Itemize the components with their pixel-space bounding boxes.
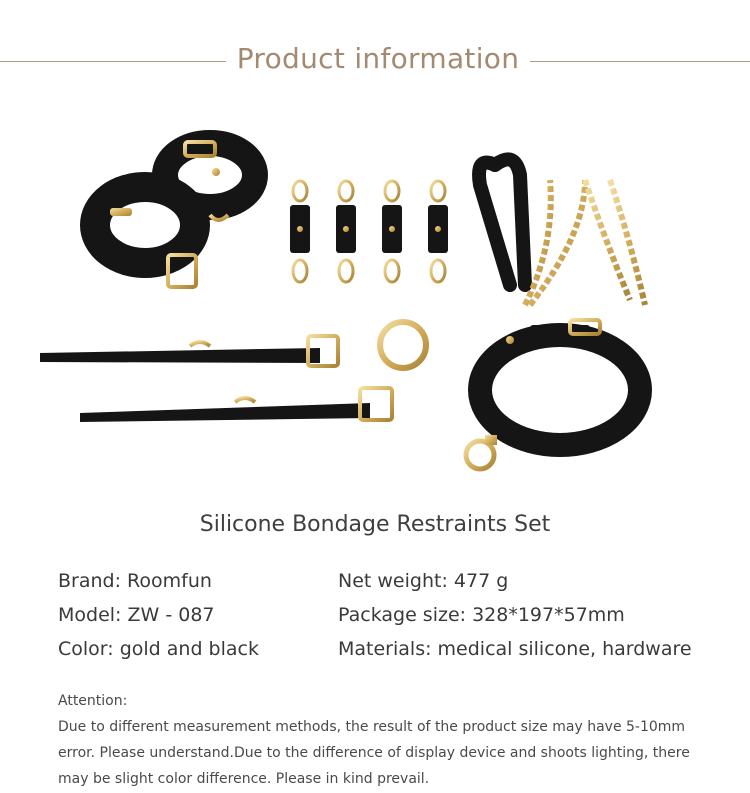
attention-line-3: may be slight color difference. Please in kind prevail. [58,771,430,787]
attention-line-2: error. Please understand.Due to the difference of display device and shoots lighting, there [58,745,690,761]
section-header [0,40,750,84]
spec-materials: Materials: medical silicone, hardware [338,638,692,660]
header-divider-left [0,61,226,62]
product-photo [30,120,720,490]
attention-heading: Attention: [58,693,128,709]
attention-line-1: Due to different measurement methods, the result of the product size may have 5-10mm [58,719,686,735]
leash-with-chains [479,159,645,305]
spec-color: Color: gold and black [58,638,259,660]
collar [466,320,640,469]
product-name: Silicone Bondage Restraints Set [199,512,551,537]
spec-package-size: Package size: 328*197*57mm [338,604,625,626]
connector-clips [290,181,448,282]
spec-net-weight: Net weight: 477 g [338,570,509,592]
ankle-straps [40,336,392,422]
spec-model: Model: ZW - 087 [58,604,215,626]
o-ring [380,322,426,368]
section-title: Product information [236,42,520,75]
wrist-cuff-pair [95,142,255,287]
spec-brand: Brand: Roomfun [58,570,212,592]
header-divider-right [530,61,750,62]
attention-note [58,688,718,792]
